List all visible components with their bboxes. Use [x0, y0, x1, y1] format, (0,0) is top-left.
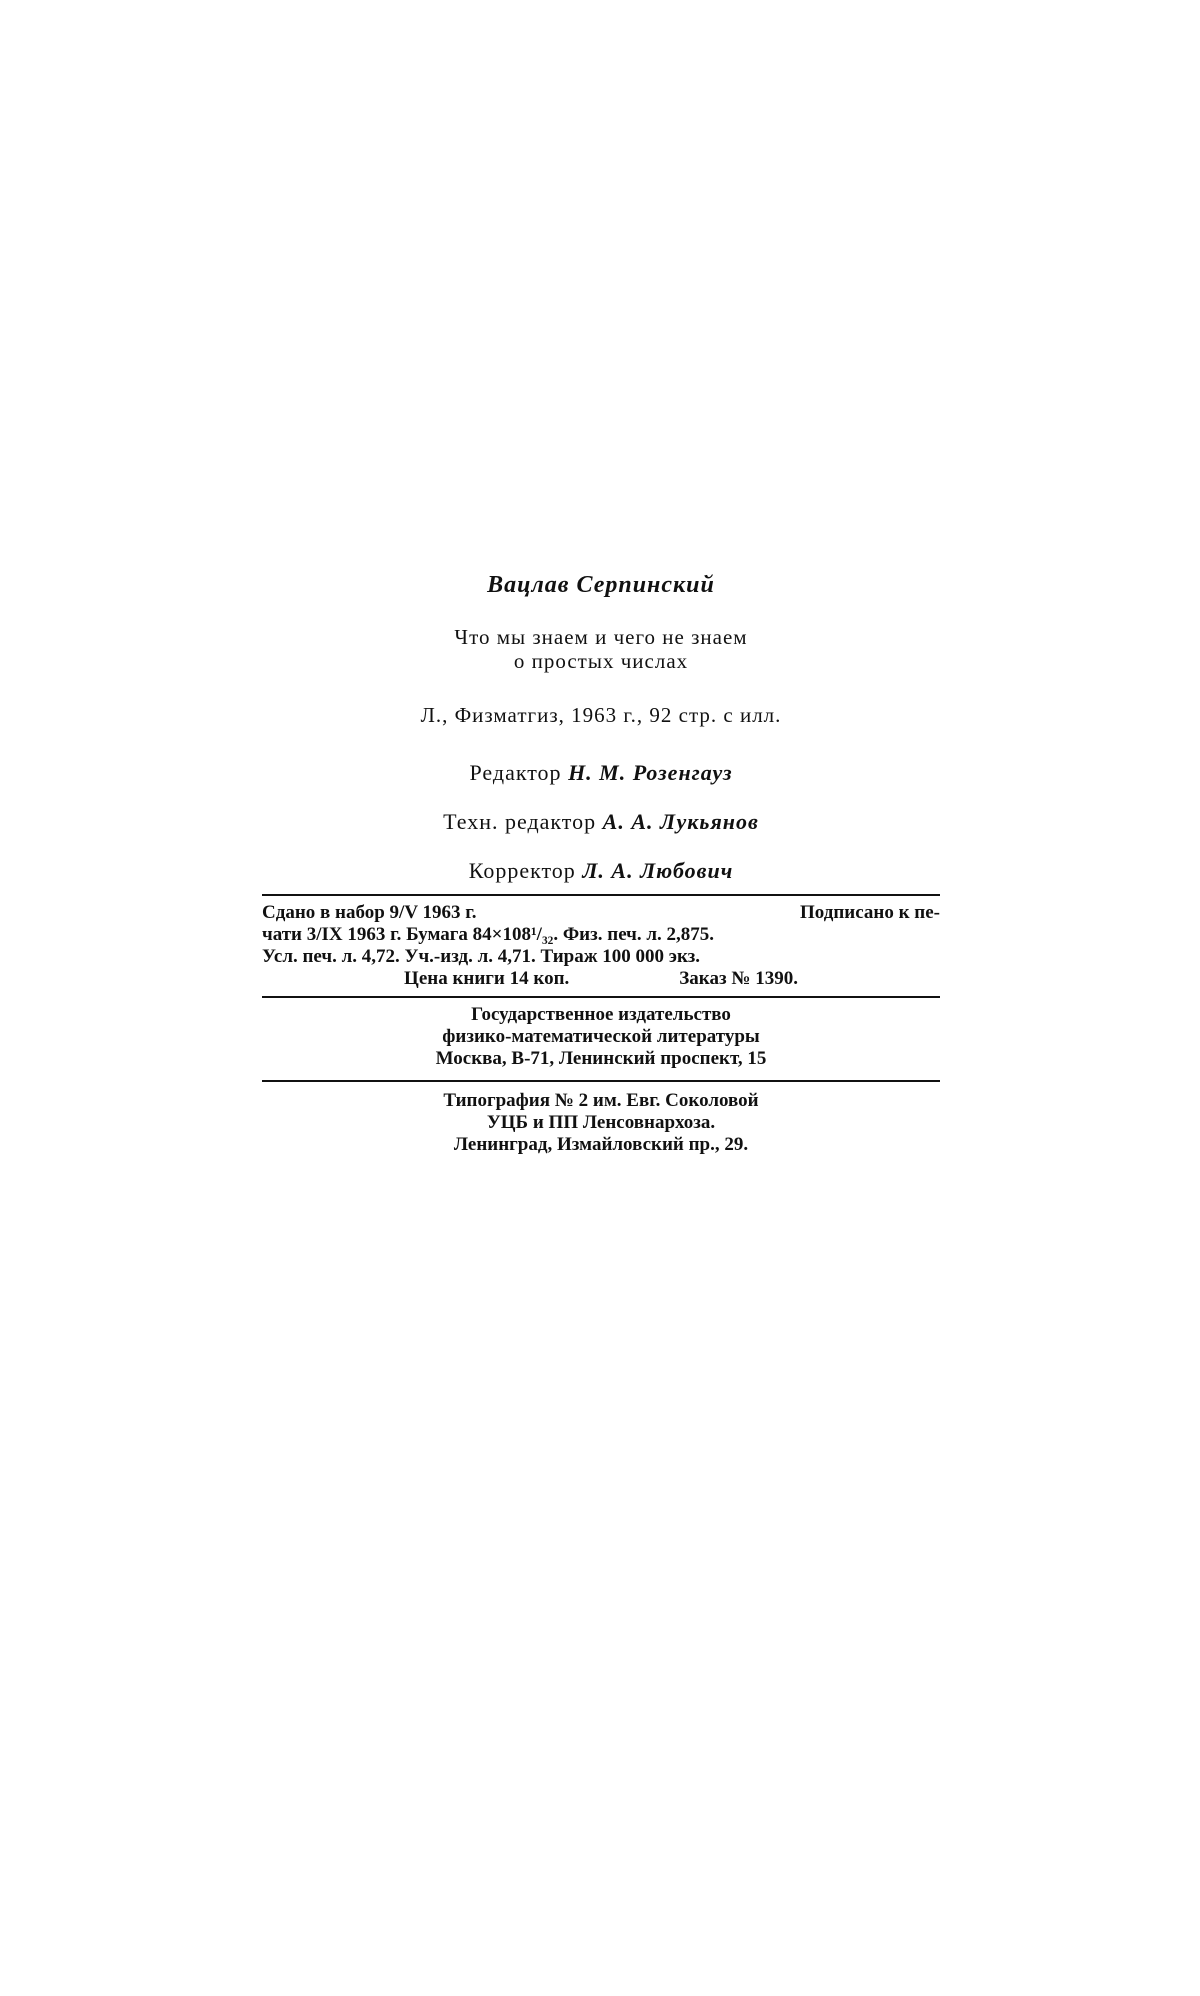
publisher-line: Москва, В-71, Ленинский проспект, 15 — [435, 1048, 767, 1069]
print-submitted: Сдано в набор 9/V 1963 г. — [262, 902, 477, 923]
tech-editor-name: А. А. Лукьянов — [602, 809, 759, 834]
print-row — [262, 946, 940, 968]
print-paper: чати 3/IX 1963 г. Бумага 84×108¹/₃₂. Физ. печ. л. 2,875. — [262, 924, 715, 945]
publication-info: Л., Физматгиз, 1963 г., 92 стр. с илл. — [420, 703, 782, 727]
order-number: Заказ № 1390. — [679, 968, 798, 989]
print-signed: Подписано к пе- — [799, 902, 940, 923]
print-details — [262, 902, 940, 990]
corrector-name: Л. А. Любович — [582, 858, 734, 883]
corrector-label: Корректор — [468, 858, 576, 883]
printer-line: Ленинград, Измайловский пр., 29. — [453, 1134, 749, 1155]
editor-label: Редактор — [469, 760, 562, 785]
corrector-credit — [262, 858, 940, 884]
divider — [262, 1080, 940, 1082]
tech-editor-credit — [262, 809, 940, 835]
publisher-line: физико-математической литературы — [442, 1026, 760, 1047]
print-row — [262, 968, 940, 990]
book-title — [262, 625, 940, 673]
tech-editor-label: Техн. редактор — [443, 809, 597, 834]
divider — [262, 894, 940, 896]
print-row — [262, 924, 940, 946]
book-title-line: о простых числах — [513, 649, 689, 673]
editor-name: Н. М. Розенгауз — [568, 760, 733, 785]
print-row — [262, 902, 940, 924]
editor-credit — [262, 760, 940, 786]
colophon — [262, 572, 940, 1156]
printer-info — [262, 1090, 940, 1156]
print-run: Усл. печ. л. 4,72. Уч.-изд. л. 4,71. Тираж 100 000 экз. — [262, 946, 701, 967]
book-title-line: Что мы знаем и чего не знаем — [454, 625, 748, 649]
printer-line: Типография № 2 им. Евг. Соколовой — [443, 1090, 759, 1111]
author-name: Вацлав Серпинский — [487, 572, 715, 598]
publisher-line: Государственное издательство — [471, 1004, 731, 1025]
publisher-info — [262, 1004, 940, 1070]
printer-line: УЦБ и ПП Ленсовнархоза. — [486, 1112, 716, 1133]
price: Цена книги 14 коп. — [404, 968, 570, 989]
divider — [262, 996, 940, 998]
